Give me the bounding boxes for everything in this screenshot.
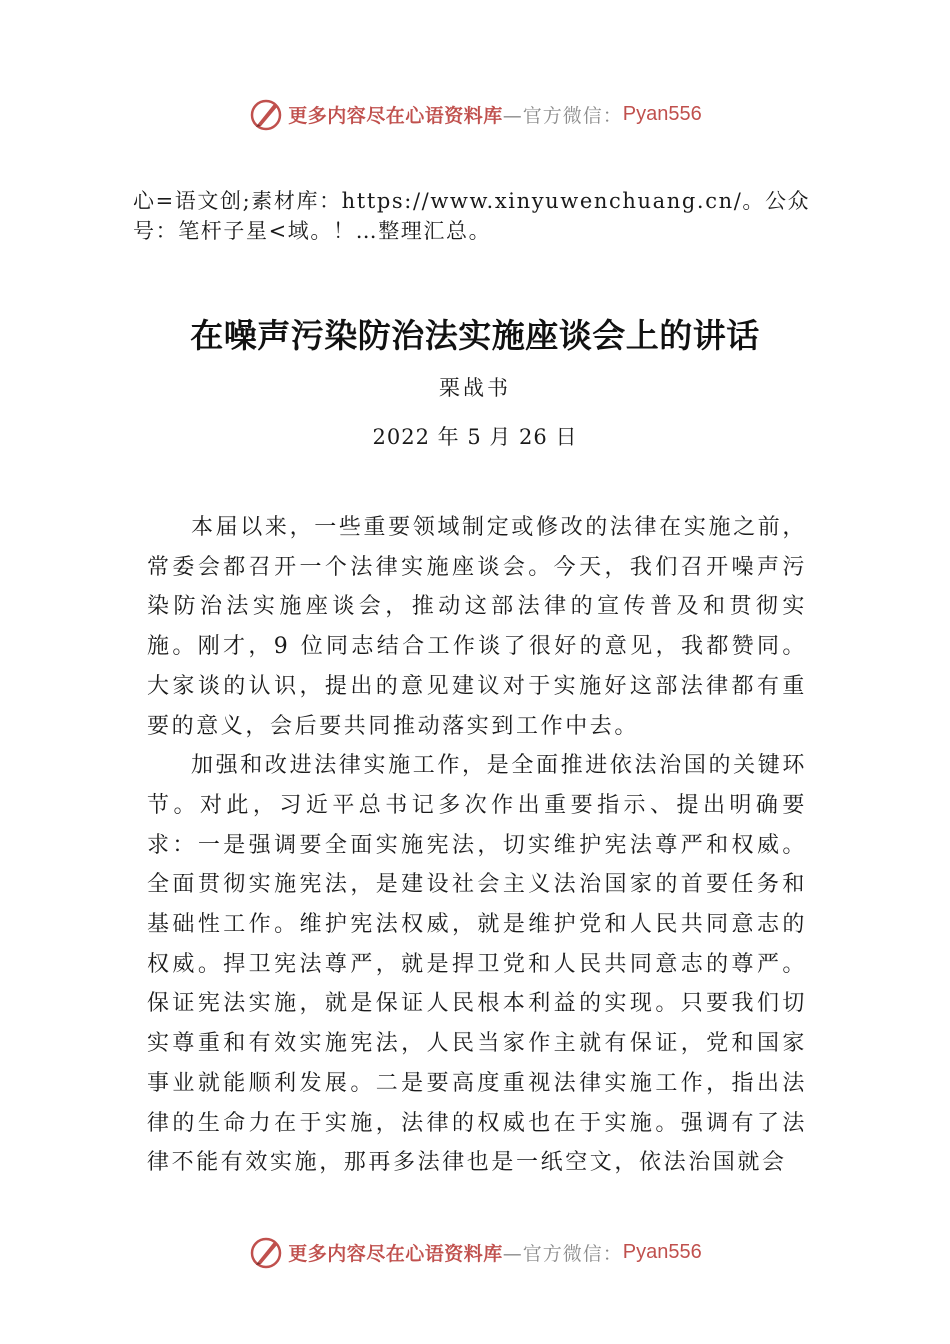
header-banner — [0, 94, 950, 134]
banner-site-text: 更多内容尽在心语资料库 — [288, 1242, 503, 1265]
banner-wechat-id: Pyan556 — [622, 1240, 702, 1263]
body-paragraph: 加强和改进法律实施工作，是全面推进依法治国的关键环节。对此，习近平总书记多次作出重要指示、提出明确要求：一是强调要全面实施宪法，切实维护宪法尊严和权威。全面贯彻实施宪法，是建设社会主义法治国家的首要任务和基础性工作。维护宪法权威，就是维护党和人民共同意志的权威。捍卫宪法尊严，就是捍卫党和人民共同意志的尊严。保证宪法实施，就是保证人民根本利益的实现。只要我们切实尊重和有效实施宪法，人民当家作主就有保证，党和国家事业就能顺利发展。二是要高度重视法律实施工作，指出法律的生命力在于实施，法律的权威也在于实施。强调有了法律不能有效实施，那再多法律也是一纸空文，依法治国就会 — [147, 753, 807, 1176]
document-title: 在噪声污染防治法实施座谈会上的讲话 — [190, 316, 760, 355]
banner-site-text: 更多内容尽在心语资料库 — [288, 104, 503, 127]
pen-circle-icon — [248, 96, 284, 132]
banner-separator-text: —官方微信： — [502, 1242, 623, 1265]
document-author: 栗战书 — [439, 376, 511, 400]
document-date: 2022 年 5 月 26 日 — [372, 425, 578, 449]
footer-banner — [0, 1232, 950, 1272]
source-note: 心=语文创;素材库：https://www.xinyuwenchuang.cn/。公众号：笔杆子星<域。！…整理汇总。 — [133, 189, 811, 243]
banner-separator-text: —官方微信： — [502, 104, 623, 127]
pen-circle-icon — [248, 1234, 284, 1270]
banner-wechat-id: Pyan556 — [622, 102, 702, 125]
document-body — [147, 508, 807, 1183]
body-paragraph: 本届以来，一些重要领域制定或修改的法律在实施之前，常委会都召开一个法律实施座谈会。今天，我们召开噪声污染防治法实施座谈会，推动这部法律的宣传普及和贯彻实施。刚才，9 位同志结合工作谈了很好的意见，我都赞同。大家谈的认识，提出的意见建议对于实施好这部法律都有重要的意义，会后要共同推动落实到工作中去。 — [147, 515, 807, 739]
